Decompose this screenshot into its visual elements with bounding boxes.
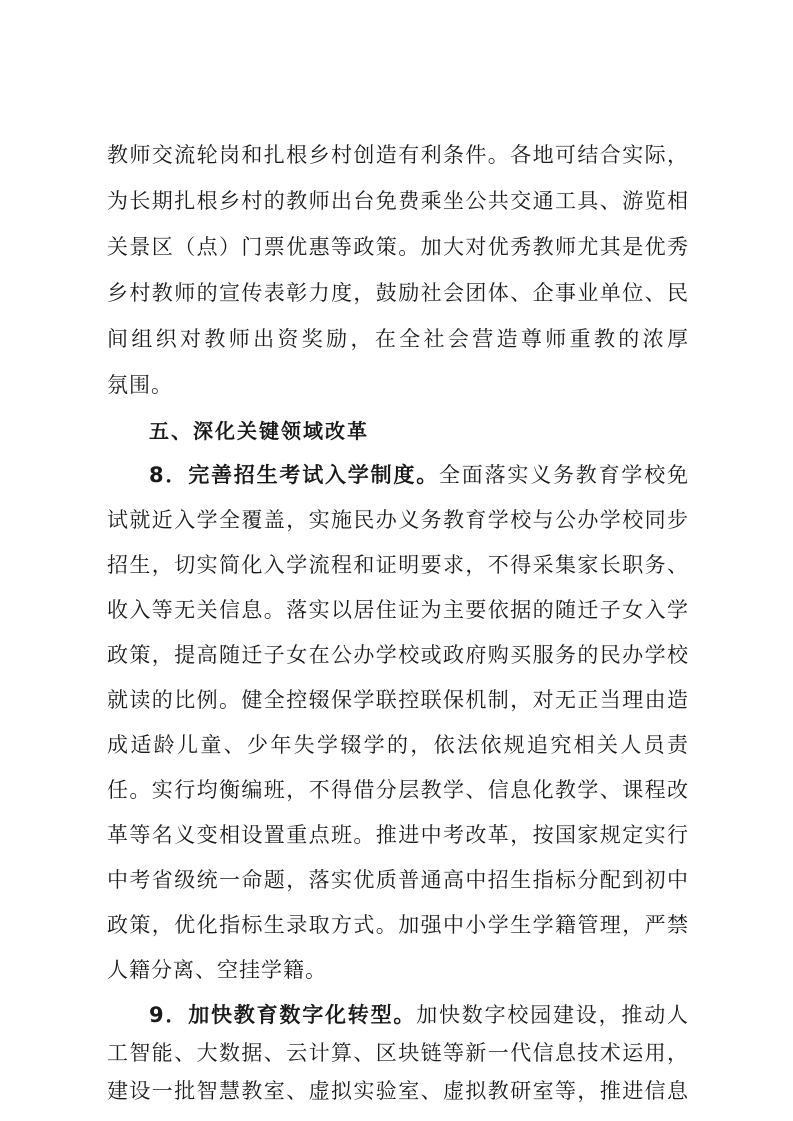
paragraph-line: 革等名义变相设置重点班。推进中考改革，按国家规定实行 (107, 823, 689, 847)
paragraph-first-line (149, 458, 689, 492)
paragraph-text: 全面落实义务教育学校免 (439, 463, 689, 487)
paragraph-line: 间组织对教师出资奖励，在全社会营造尊师重教的浓厚 (107, 327, 689, 351)
paragraph-line: 乡村教师的宣传表彰力度，鼓励社会团体、企事业单位、民 (107, 281, 689, 305)
paragraph-line: 氛围。 (107, 373, 173, 397)
paragraph-line: 中考省级统一命题，落实优质普通高中招生指标分配到初中 (107, 868, 689, 892)
paragraph-line: 工智能、大数据、云计算、区块链等新一代信息技术运用， (107, 1041, 689, 1065)
paragraph-line: 教师交流轮岗和扎根乡村创造有利条件。各地可结合实际， (107, 143, 689, 167)
paragraph-first-line (149, 998, 689, 1032)
paragraph-lead: 9．加快教育数字化转型。 (149, 1003, 417, 1027)
paragraph-line: 招生，切实简化入学流程和证明要求，不得采集家长职务、 (107, 553, 689, 577)
paragraph-line: 任。实行均衡编班，不得借分层教学、信息化教学、课程改 (107, 778, 689, 802)
paragraph-line: 收入等无关信息。落实以居住证为主要依据的随迁子女入学 (107, 598, 689, 622)
paragraph-line: 政策，提高随迁子女在公办学校或政府购买服务的民办学校 (107, 643, 689, 667)
section-heading: 五、深化关键领域改革 (149, 419, 369, 443)
paragraph-line: 为长期扎根乡村的教师出台免费乘坐公共交通工具、游览相 (107, 189, 689, 213)
paragraph-line: 试就近入学全覆盖，实施民办义务教育学校与公办学校同步 (107, 508, 689, 532)
paragraph-lead: 8．完善招生考试入学制度。 (149, 463, 439, 487)
paragraph-line: 就读的比例。健全控辍保学联控联保机制，对无正当理由造 (107, 688, 689, 712)
paragraph-line: 成适龄儿童、少年失学辍学的，依法依规追究相关人员责 (107, 733, 689, 757)
paragraph-line: 关景区（点）门票优惠等政策。加大对优秀教师尤其是优秀 (107, 235, 689, 259)
paragraph-text: 加快数字校园建设，推动人 (416, 1003, 689, 1027)
paragraph-line: 政策，优化指标生录取方式。加强中小学生学籍管理，严禁 (107, 913, 689, 937)
paragraph-line: 人籍分离、空挂学籍。 (107, 958, 327, 982)
paragraph-line: 建设一批智慧教室、虚拟实验室、虚拟教研室等，推进信息 (107, 1079, 689, 1103)
